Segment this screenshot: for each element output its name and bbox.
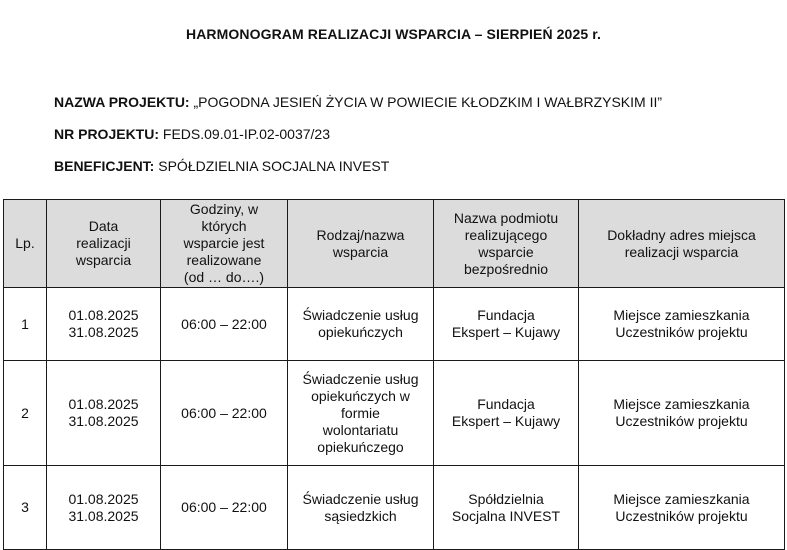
beneficiary-line (54, 158, 389, 174)
cell-hours: 06:00 – 22:00 (161, 466, 288, 550)
cell-entity (434, 466, 579, 550)
cell-text-line: Socjalna INVEST (451, 507, 561, 524)
cell-text-line: Miejsce zamieszkania (613, 490, 750, 507)
cell-text-line: opiekuńczego (317, 438, 404, 455)
cell-text-line: formie (341, 404, 380, 421)
project-number-label: NR PROJEKTU: (54, 126, 160, 142)
cell-text-line: Ekspert – Kujawy (451, 413, 561, 429)
cell-text-line: Uczestników projektu (615, 324, 748, 340)
cell-text-line: 01.08.2025 (68, 490, 139, 507)
header-address (579, 200, 785, 288)
cell-text-line: Fundacja (477, 307, 535, 323)
cell-text-line: Nazwa podmiotu (453, 209, 559, 226)
beneficiary-label: BENEFICJENT: (54, 158, 155, 174)
cell-date (47, 466, 161, 550)
table-row (4, 361, 785, 466)
cell-text-line: Świadczenie usług (302, 370, 419, 387)
cell-support-type (288, 361, 434, 466)
cell-text-line: wsparcie (478, 243, 534, 260)
cell-hours: 06:00 – 22:00 (161, 361, 288, 466)
cell-text-line: realizującego (464, 226, 548, 243)
cell-text-line: 31.08.2025 (68, 324, 139, 340)
cell-text-line: opiekuńczych w (311, 387, 410, 404)
cell-text-line: (od … do….) (183, 269, 265, 285)
table-header-row (4, 200, 785, 288)
header-support-type (288, 200, 434, 288)
cell-text-line: wsparcie jest (183, 235, 265, 251)
cell-date (47, 288, 161, 361)
cell-text-line: 31.08.2025 (68, 507, 139, 524)
cell-text-line: Dokładny adres miejsca (607, 226, 756, 243)
project-name-line (54, 94, 662, 110)
cell-text-line: Fundacja (477, 396, 535, 412)
cell-text-line: 01.08.2025 (68, 396, 139, 412)
cell-text-line: Miejsce zamieszkania (613, 396, 750, 412)
cell-support-type (288, 466, 434, 550)
cell-text-line: Spółdzielnia (468, 490, 544, 507)
cell-text-line: opiekuńczych (318, 324, 403, 340)
cell-date (47, 361, 161, 466)
project-number-line (54, 126, 330, 142)
project-number-value: FEDS.09.01-IP.02-0037/23 (162, 126, 330, 142)
cell-text-line: realizacji (76, 235, 131, 251)
cell-text-line: Uczestników projektu (615, 413, 748, 429)
cell-text-line: wsparcia (75, 252, 132, 268)
cell-entity (434, 288, 579, 361)
cell-text-line: Lp. (15, 235, 35, 251)
cell-text-line: których (201, 218, 247, 234)
cell-text-line: realizacji wsparcia (624, 243, 739, 260)
cell-text-line: Świadczenie usług (302, 490, 419, 507)
cell-support-type (288, 288, 434, 361)
header-date (47, 200, 161, 288)
cell-text-line: wolontariatu (322, 421, 399, 438)
schedule-table (3, 199, 785, 550)
header-lp (4, 200, 47, 288)
cell-address (579, 361, 785, 466)
cell-text-line: 01.08.2025 (68, 307, 139, 323)
cell-text-line: Rodzaj/nazwa (316, 226, 405, 243)
project-name-label: NAZWA PROJEKTU: (54, 94, 190, 110)
cell-lp: 3 (4, 466, 47, 550)
cell-entity (434, 361, 579, 466)
cell-text-line: Godziny, w (189, 201, 259, 217)
table-row (4, 466, 785, 550)
cell-lp: 2 (4, 361, 47, 466)
header-entity (434, 200, 579, 288)
document-title: HARMONOGRAM REALIZACJI WSPARCIA – SIERPIEŃ 2025 r. (186, 26, 601, 42)
cell-text-line: Uczestników projektu (615, 507, 748, 524)
cell-text-line: Miejsce zamieszkania (613, 307, 750, 323)
cell-text-line: Ekspert – Kujawy (451, 324, 561, 340)
cell-hours: 06:00 – 22:00 (161, 288, 288, 361)
cell-text-line: bezpośrednio (463, 260, 549, 277)
cell-text-line: wsparcia (332, 243, 389, 260)
project-name-value: „POGODNA JESIEŃ ŻYCIA W POWIECIE KŁODZKIM I WAŁBRZYSKIM II” (193, 94, 663, 110)
cell-lp: 1 (4, 288, 47, 361)
table-row (4, 288, 785, 361)
cell-address (579, 288, 785, 361)
cell-text-line: Świadczenie usług (302, 307, 419, 323)
cell-text-line: Data (88, 218, 119, 234)
cell-text-line: 31.08.2025 (68, 413, 139, 429)
header-hours (161, 200, 288, 288)
cell-address (579, 466, 785, 550)
cell-text-line: realizowane (186, 252, 262, 268)
beneficiary-value: SPÓŁDZIELNIA SOCJALNA INVEST (158, 158, 390, 174)
cell-text-line: sąsiedzkich (324, 507, 397, 524)
